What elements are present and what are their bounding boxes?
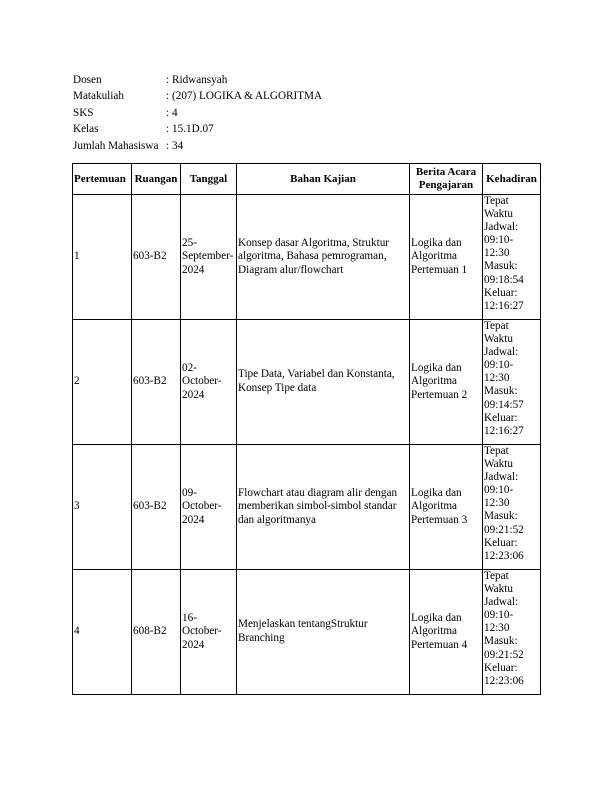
kehadiran-line: 09:18:54 [484,273,524,286]
cell-tanggal: 16-October-2024 [181,570,237,695]
kehadiran-line: 09:10- [484,484,514,497]
header-pertemuan: Pertemuan [73,164,132,195]
info-label: Matakuliah [73,90,124,103]
cell-berita-acara: Logika dan Algoritma Pertemuan 2 [410,320,483,445]
info-label: Dosen [73,74,102,86]
kehadiran-line: 09:10- [484,609,514,622]
info-label: Jumlah Mahasiswa [73,139,159,152]
kehadiran-line: Waktu [484,333,513,346]
header-tanggal: Tanggal [181,164,237,195]
kehadiran-line: Waktu [484,583,513,596]
course-info [73,72,322,154]
kehadiran-line: 12:16:27 [484,424,524,437]
header-berita-acara: Berita Acara Pengajaran [410,164,483,195]
kehadiran-line: 12:30 [484,497,510,510]
info-row-dosen [73,72,322,88]
kehadiran-line: Keluar: [484,661,518,674]
kehadiran-line: Jadwal: [484,471,519,484]
info-value: 15.1D.07 [172,123,214,136]
kehadiran-line: 12:30 [484,247,510,260]
table-header-row [73,164,541,195]
cell-bahan-kajian: Konsep dasar Algoritma, Struktur algoritma, Bahasa pemrograman, Diagram alur/flowchart [237,195,410,320]
cell-tanggal: 02-October-2024 [181,320,237,445]
info-separator: : [166,90,170,103]
info-separator: : [166,106,170,119]
info-value: 34 [172,139,184,152]
cell-bahan-kajian: Tipe Data, Variabel dan Konstanta, Konsep Tipe data [237,320,410,445]
table-row [73,195,541,320]
cell-bahan-kajian: Flowchart atau diagram alir dengan memberikan simbol-simbol standar dan algoritmanya [237,445,410,570]
table-row [73,570,541,695]
cell-kehadiran [483,320,541,445]
cell-kehadiran [483,195,541,320]
cell-ruangan: 608-B2 [132,570,181,695]
kehadiran-line: Keluar: [484,411,518,424]
kehadiran-line: Jadwal: [484,596,519,609]
kehadiran-line: 12:30 [484,372,510,385]
info-row-jumlah-mahasiswa [73,138,322,154]
attendance-table [72,163,541,695]
cell-berita-acara: Logika dan Algoritma Pertemuan 4 [410,570,483,695]
cell-ruangan: 603-B2 [132,195,181,320]
info-row-sks [73,105,322,121]
header-kehadiran: Kehadiran [483,164,541,195]
kehadiran-line: Jadwal: [484,346,519,359]
cell-tanggal: 09-October-2024 [181,445,237,570]
kehadiran-line: Tepat [484,570,509,582]
cell-pertemuan: 3 [73,445,132,570]
kehadiran-line: 09:10- [484,234,514,247]
kehadiran-line: 12:23:06 [484,549,524,562]
kehadiran-line: Tepat [484,320,509,332]
kehadiran-line: 12:30 [484,622,510,635]
kehadiran-line: Keluar: [484,286,518,299]
cell-pertemuan: 2 [73,320,132,445]
kehadiran-line: 09:21:52 [484,648,524,661]
header-bahan-kajian: Bahan Kajian [237,164,410,195]
kehadiran-line: 12:23:06 [484,674,524,687]
kehadiran-line: Waktu [484,208,513,221]
kehadiran-line: Masuk: [484,260,518,273]
info-label: Kelas [73,123,99,136]
table-body [73,195,541,695]
kehadiran-line: Waktu [484,458,513,471]
kehadiran-line: Masuk: [484,385,518,398]
cell-pertemuan: 1 [73,195,132,320]
kehadiran-line: Tepat [484,445,509,457]
info-row-kelas [73,121,322,137]
info-separator: : [166,123,170,136]
cell-pertemuan: 4 [73,570,132,695]
kehadiran-line: Masuk: [484,635,518,648]
kehadiran-line: 09:21:52 [484,523,524,536]
cell-tanggal: 25-September-2024 [181,195,237,320]
kehadiran-line: Keluar: [484,536,518,549]
kehadiran-line: Tepat [484,195,509,207]
info-label: SKS [73,106,94,119]
cell-ruangan: 603-B2 [132,320,181,445]
info-row-matakuliah [73,88,322,104]
info-separator: : [166,74,170,86]
cell-kehadiran [483,445,541,570]
info-value: (207) LOGIKA & ALGORITMA [172,90,323,103]
cell-ruangan: 603-B2 [132,445,181,570]
info-value: 4 [172,106,178,119]
kehadiran-line: 12:16:27 [484,299,524,312]
table-row [73,445,541,570]
kehadiran-line: 09:14:57 [484,398,524,411]
kehadiran-line: 09:10- [484,359,514,372]
cell-berita-acara: Logika dan Algoritma Pertemuan 3 [410,445,483,570]
info-value: Ridwansyah [172,74,228,86]
kehadiran-line: Masuk: [484,510,518,523]
cell-bahan-kajian: Menjelaskan tentangStruktur Branching [237,570,410,695]
kehadiran-line: Jadwal: [484,221,519,234]
table-row [73,320,541,445]
header-ruangan: Ruangan [132,164,181,195]
cell-kehadiran [483,570,541,695]
cell-berita-acara: Logika dan Algoritma Pertemuan 1 [410,195,483,320]
info-separator: : [166,139,170,152]
